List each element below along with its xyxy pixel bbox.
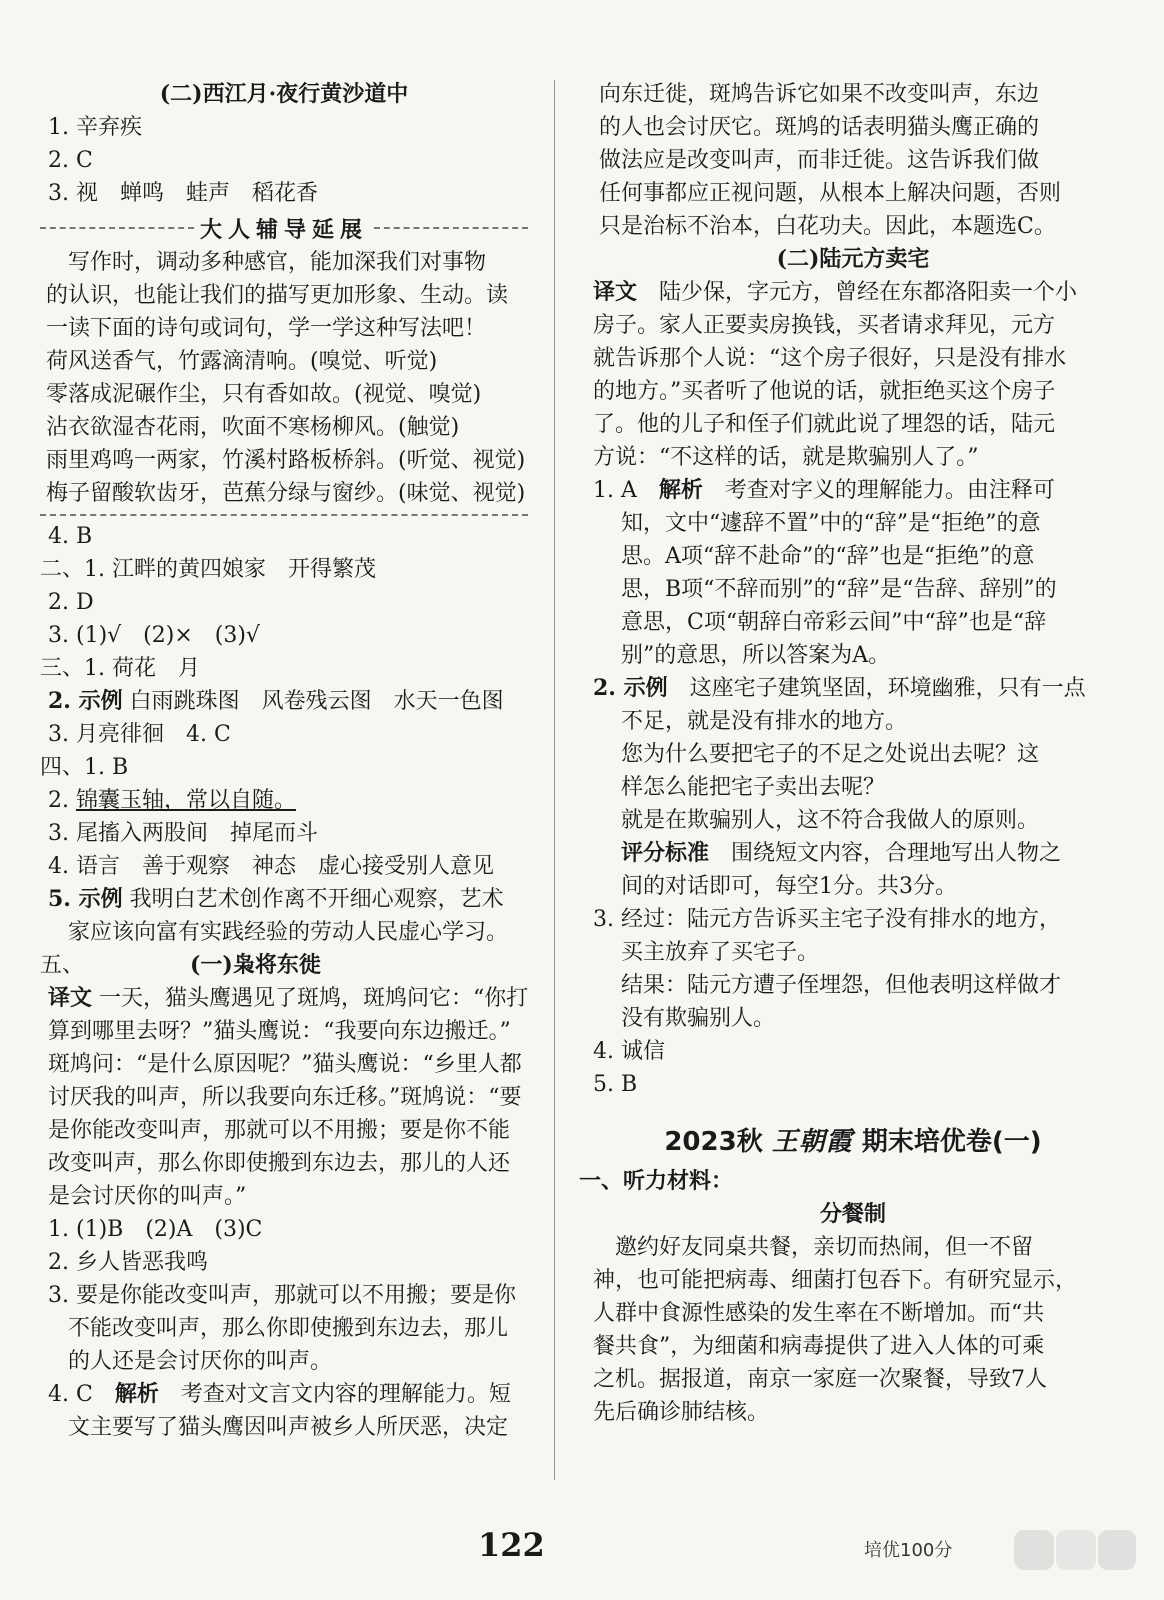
- answer-line: 2. D: [48, 590, 94, 615]
- answer-number: 4. C: [48, 1382, 93, 1407]
- example-label: 5. 示例: [48, 886, 123, 912]
- translation-label: 译文: [48, 985, 93, 1011]
- section-title: (一)枭将东徙: [190, 952, 321, 978]
- answer-line: 别”的意思，所以答案为A。: [621, 643, 891, 668]
- translation-line: 是会讨厌你的叫声。”: [48, 1184, 247, 1209]
- answer-line: [40, 685, 528, 718]
- answer-number: 1. A: [593, 478, 637, 503]
- box-line: 写作时，调动多种感官，能加深我们对事物: [46, 250, 487, 275]
- answer-line: [593, 672, 1113, 705]
- left-column: [40, 78, 528, 1444]
- answer-line: 买主放弃了买宅子。: [621, 940, 820, 965]
- watermark-shape: [1056, 1530, 1096, 1570]
- answer-line: 不能改变叫声，那么你即使搬到东边去，那儿: [68, 1316, 509, 1341]
- answer-line: 没有欺骗别人。: [621, 1006, 776, 1031]
- dash-rule: [374, 227, 528, 229]
- answer-text: 考查对字义的理解能力。由注释可: [724, 478, 1055, 503]
- answer-line: [40, 784, 528, 817]
- answer-number: 2.: [48, 788, 76, 813]
- translation-line: 了。他的儿子和侄子们就此说了埋怨的话，陆元: [593, 412, 1056, 437]
- section-header-row: [40, 949, 528, 982]
- answer-line: 3. 尾搐入两股间 掉尾而斗: [48, 821, 318, 846]
- box-line: 梅子留酸软齿牙，芭蕉分绿与窗纱。(味觉、视觉): [46, 481, 526, 506]
- extension-box-header: [40, 210, 528, 246]
- answer-line: 1. (1)B (2)A (3)C: [48, 1217, 263, 1242]
- listening-line: 邀约好友同桌共餐，亲切而热闹，但一不留: [593, 1235, 1034, 1260]
- translation-line: 的地方。”买者听了他说的话，就拒绝买这个房子: [593, 379, 1056, 404]
- extension-box: [40, 210, 528, 516]
- exam-title: [593, 1119, 1113, 1165]
- translation-line: 算到哪里去呀？”猫头鹰说：“我要向东边搬迁。”: [48, 1019, 511, 1044]
- answer-text: 这座宅子建筑坚固，环境幽雅，只有一点: [689, 676, 1086, 701]
- answer-line: 思，B项“不辞而别”的“辞”是“告辞、辞别”的: [621, 577, 1057, 602]
- box-line: 雨里鸡鸣一两家，竹溪村路板桥斜。(听觉、视觉): [46, 448, 526, 473]
- answer-line: [40, 883, 528, 916]
- listening-line: 人群中食源性感染的发生率在不断增加。而“共: [593, 1301, 1045, 1326]
- column-divider: [554, 80, 555, 1480]
- answer-line: 知，文中“遽辞不置”中的“辞”是“拒绝”的意: [621, 511, 1041, 536]
- translation-line: 方说：“不这样的话，就是欺骗别人了。”: [593, 445, 979, 470]
- translation-line: [40, 982, 528, 1015]
- score-line: 间的对话即可，每空1分。共3分。: [621, 874, 957, 899]
- section-title: (二)西江月·夜行黄沙道中: [159, 81, 409, 107]
- answer-line: 4. 诚信: [593, 1039, 665, 1064]
- watermark-logo: [1010, 1520, 1140, 1590]
- box-line: 一读下面的诗句或词句，学一学这种写法吧！: [46, 316, 487, 341]
- listening-label: 一、听力材料：: [579, 1168, 734, 1194]
- box-line: 沾衣欲湿杏花雨，吹面不寒杨柳风。(触觉): [46, 415, 460, 440]
- answer-line: 3. 要是你能改变叫声，那就可以不用搬；要是你: [48, 1283, 516, 1308]
- listening-line: 先后确诊肺结核。: [593, 1400, 770, 1425]
- listening-line: 之机。据报道，南京一家庭一次聚餐，导致7人: [593, 1367, 1047, 1392]
- answer-line: 3. 月亮徘徊 4. C: [48, 722, 231, 747]
- answer-line: 就是在欺骗别人，这不符合我做人的原则。: [621, 808, 1040, 833]
- example-label: 2. 示例: [593, 675, 668, 701]
- answer-text: 白雨跳珠图 风卷残云图 水天一色图: [129, 689, 504, 714]
- exam-title-prefix: 2023秋: [664, 1127, 763, 1157]
- answer-line: 5. B: [593, 1072, 638, 1097]
- translation-text: 陆少保，字元方，曾经在东都洛阳卖一个小: [659, 280, 1078, 305]
- listening-line: 神，也可能把病毒、细菌打包吞下。有研究显示，: [593, 1268, 1078, 1293]
- right-column: [579, 78, 1113, 1429]
- footer-mark: 培优100分: [864, 1540, 953, 1561]
- brand-logo: 王朝霞: [771, 1127, 853, 1157]
- section-title: (二)陆元方卖宅: [776, 246, 930, 272]
- section-number: 五、: [40, 953, 85, 978]
- translation-line: 讨厌我的叫声，所以我要向东迁移。”斑鸠说：“要: [48, 1085, 522, 1110]
- analysis-label: 解析: [114, 1381, 159, 1407]
- example-label: 2. 示例: [48, 688, 123, 714]
- box-line: 的认识，也能让我们的描写更加形象、生动。读: [46, 283, 509, 308]
- answer-line: 不足，就是没有排水的地方。: [621, 709, 908, 734]
- watermark-shape: [1014, 1530, 1054, 1570]
- answer-line: 四、1. B: [40, 755, 129, 780]
- translation-text: 一天，猫头鹰遇见了斑鸠，斑鸠问它：“你打: [99, 986, 528, 1011]
- translation-line: 改变叫声，那么你即使搬到东边去，那儿的人还: [48, 1151, 511, 1176]
- answer-line: 任何事都应正视问题，从根本上解决问题，否则: [599, 181, 1062, 206]
- answer-line: 4. B: [48, 524, 93, 549]
- answer-line: 家应该向富有实践经验的劳动人民虚心学习。: [68, 920, 509, 945]
- answer-text: 我明白艺术创作离不开细心观察，艺术: [129, 887, 504, 912]
- answer-text: 锦囊玉轴，常以自随。: [75, 788, 296, 813]
- answer-line: [593, 474, 1113, 507]
- extension-box-title: 大人辅导延展: [200, 216, 369, 243]
- box-line: 荷风送香气，竹露滴清响。(嗅觉、听觉): [46, 349, 438, 374]
- answer-line: 三、1. 荷花 月: [40, 656, 200, 681]
- dash-rule: [40, 227, 194, 229]
- spacer: [593, 1101, 1113, 1119]
- listening-title: 分餐制: [819, 1201, 886, 1227]
- answer-line: 2. C: [48, 148, 93, 173]
- answer-line: 的人还是会讨厌你的叫声。: [68, 1349, 333, 1374]
- answer-line: 意思，C项“朝辞白帝彩云间”中“辞”也是“辞: [621, 610, 1047, 635]
- box-line: 零落成泥碾作尘，只有香如故。(视觉、嗅觉): [46, 382, 482, 407]
- score-text: 围绕短文内容，合理地写出人物之: [731, 841, 1062, 866]
- translation-line: 是你能改变叫声，那就可以不用搬；要是你不能: [48, 1118, 511, 1143]
- answer-line: 向东迁徙，斑鸠告诉它如果不改变叫声，东边: [599, 82, 1040, 107]
- answer-line: 4. 语言 善于观察 神态 虚心接受别人意见: [48, 854, 494, 879]
- translation-label: 译文: [593, 279, 638, 305]
- watermark-shape: [1098, 1530, 1136, 1570]
- answer-text: 考查对文言文内容的理解能力。短: [180, 1382, 511, 1407]
- translation-line: 房子。家人正要卖房换钱，买者请求拜见，元方: [593, 313, 1056, 338]
- score-line: [593, 837, 1113, 870]
- exam-title-suffix: 期末培优卷(一): [861, 1127, 1042, 1157]
- translation-line: [593, 276, 1113, 309]
- answer-line: 做法应是改变叫声，而非迁徙。这告诉我们做: [599, 148, 1040, 173]
- answer-line: 只是治标不治本，白花功夫。因此，本题选C。: [599, 214, 1056, 239]
- answer-line: 二、1. 江畔的黄四娘家 开得繁茂: [40, 557, 376, 582]
- translation-line: 就告诉那个人说：“这个房子很好，只是没有排水: [593, 346, 1067, 371]
- answer-line: 结果：陆元方遭子侄埋怨，但他表明这样做才: [621, 973, 1062, 998]
- answer-line: 文主要写了猫头鹰因叫声被乡人所厌恶，决定: [68, 1415, 509, 1440]
- analysis-label: 解析: [658, 477, 703, 503]
- answer-line: 思。A项“辞不赴命”的“辞”也是“拒绝”的意: [621, 544, 1035, 569]
- listening-line: 餐共食”，为细菌和病毒提供了进入人体的可乘: [593, 1334, 1045, 1359]
- answer-line: 样怎么能把宅子卖出去呢？: [621, 775, 886, 800]
- translation-line: 斑鸠问：“是什么原因呢？”猫头鹰说：“乡里人都: [48, 1052, 522, 1077]
- page-number: 122: [478, 1526, 545, 1564]
- answer-line: 3. (1)√ (2)× (3)√: [48, 623, 260, 648]
- answer-line: 2. 乡人皆恶我鸣: [48, 1250, 208, 1275]
- answer-line: 1. 辛弃疾: [48, 115, 142, 140]
- answer-line: 3. 经过：陆元方告诉买主宅子没有排水的地方，: [593, 907, 1061, 932]
- answer-line: 3. 视 蝉鸣 蛙声 稻花香: [48, 181, 318, 206]
- answer-line: 您为什么要把宅子的不足之处说出去呢？这: [621, 742, 1040, 767]
- score-label: 评分标准: [621, 840, 710, 866]
- answer-line: [40, 1378, 528, 1411]
- answer-line: 的人也会讨厌它。斑鸠的话表明猫头鹰正确的: [599, 115, 1040, 140]
